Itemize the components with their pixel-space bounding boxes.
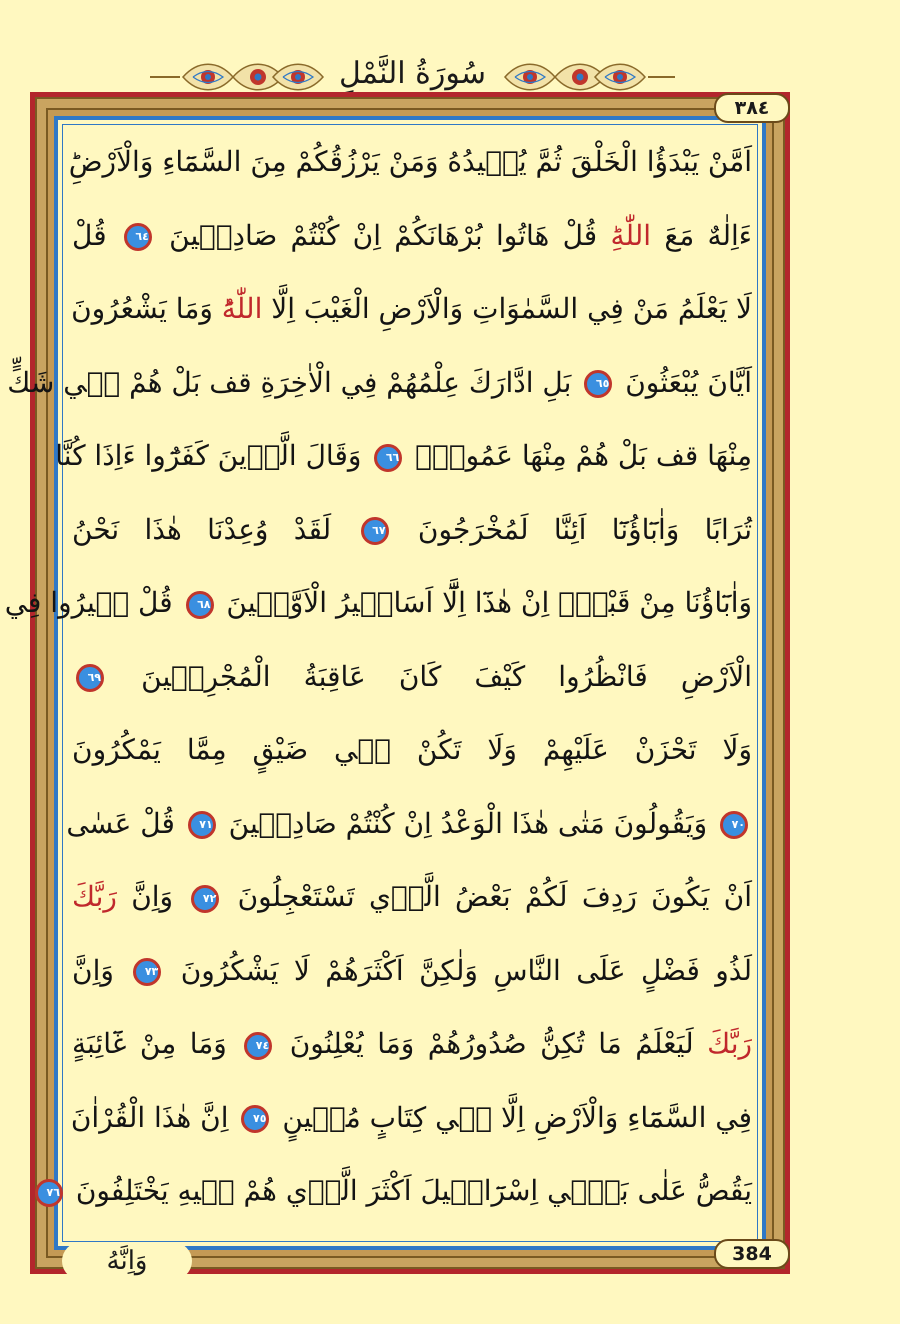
divine-name-text: اللّٰهِؕ	[610, 218, 652, 252]
verse-text: اَيَّانَ يُبْعَثُونَ	[616, 365, 752, 399]
verse-text: الْاَرْضِ فَانْظُرُوا كَيْفَ كَانَ عَاقِبَةُ الْمُجْرِمٖينَ	[108, 659, 752, 693]
verse-text: وَقَالَ الَّذٖينَ كَفَرُٓوا ءَاِذَا كُنَّا	[55, 439, 371, 472]
ayah-number-marker: ٦٨	[186, 591, 214, 619]
verse-text: لَقَدْ وُعِدْنَا هٰذَا نَحْنُ	[72, 512, 357, 546]
text-line	[4, 567, 752, 639]
ayah-number-marker: ٧٤	[244, 1032, 272, 1060]
text-line	[72, 1082, 752, 1154]
verse-text: تُرَابًا وَاٰبَٓاؤُنَٓا اَئِنَّا لَمُخْرَجُونَ	[392, 512, 752, 546]
verse-text: وَمَا مِنْ غَٓائِبَةٍ	[72, 1027, 241, 1060]
surah-title: سُورَةُ النَّمْلِ	[339, 56, 486, 91]
text-line	[72, 494, 752, 566]
text-line	[68, 126, 752, 198]
verse-text: وَمَا يَشْعُرُونَ	[71, 292, 222, 325]
ayah-number-marker: ٦٥	[584, 370, 612, 398]
verse-text: قُلْ	[72, 218, 120, 252]
text-line	[72, 935, 752, 1007]
verse-text: لَا يَعْلَمُ مَنْ فِي السَّمٰوَاتِ وَالْاَرْضِ الْغَيْبَ اِلَّا	[262, 292, 752, 325]
ayah-number-marker: ٧٢	[191, 885, 219, 913]
ayah-number-marker: ٦٧	[361, 517, 389, 545]
text-line	[72, 200, 752, 272]
verse-text: قُلْ هَاتُوا بُرْهَانَكُمْ اِنْ كُنْتُمْ صَادِقٖينَ	[155, 218, 611, 252]
quran-text-block	[4, 126, 753, 1236]
verse-text: اَنْ يَكُونَ رَدِفَ لَكُمْ بَعْضُ الَّذٖي تَسْتَعْجِلُونَ	[223, 880, 752, 913]
text-line	[72, 1008, 752, 1080]
verse-text: قُلْ عَسٰى	[66, 806, 184, 840]
text-line	[66, 788, 752, 860]
header-rule-right	[648, 76, 675, 78]
divine-name-text: رَبَّكَ	[72, 880, 117, 913]
text-line	[72, 861, 752, 933]
ayah-number-marker: ٧٦	[35, 1179, 63, 1207]
ayah-number-marker: ٦٦	[374, 444, 402, 472]
verse-text: وَلَا تَحْزَنْ عَلَيْهِمْ وَلَا تَكُنْ فٖي ضَيْقٍ مِمَّا يَمْكُرُونَ	[72, 733, 752, 766]
text-line	[46, 1155, 752, 1227]
divine-name-text: رَبَّكَ	[707, 1027, 753, 1060]
verse-text: مِنْهَا قف بَلْ هُمْ مِنْهَا عَمُونَ۟	[406, 439, 752, 472]
verse-text: وَاِنَّ	[72, 953, 130, 987]
ornament-left-icon	[178, 58, 328, 96]
verse-text: ءَاِلٰهٌ مَعَ	[651, 218, 752, 252]
verse-text: وَاِنَّ	[116, 880, 188, 913]
verse-text: لَيَعْلَمُ مَا تُكِنُّ صُدُورُهُمْ وَمَا يُعْلِنُونَ	[276, 1027, 708, 1060]
text-line	[55, 420, 752, 492]
ayah-number-marker: ٦٩	[76, 664, 104, 692]
ayah-number-marker: ٧١	[188, 811, 216, 839]
page-number-top: ٣٨٤	[714, 93, 790, 123]
text-line	[7, 347, 752, 419]
verse-text: يَقُصُّ عَلٰى بَنٖٓي اِسْرَٓائٖيلَ اَكْثَرَ الَّذٖي هُمْ فٖيهِ يَخْتَلِفُونَ	[66, 1174, 752, 1207]
text-line	[72, 714, 752, 786]
ayah-number-marker: ٧٥	[241, 1105, 269, 1133]
verse-text: لَذُو فَضْلٍ عَلَى النَّاسِ وَلٰكِنَّ اَكْثَرَهُمْ لَا يَشْكُرُونَ	[165, 953, 752, 987]
verse-text: فِي السَّمَٓاءِ وَالْاَرْضِ اِلَّا فٖي كِتَابٍ مُبٖينٍ	[273, 1100, 752, 1134]
divine-name-text: اللّٰهُؕ	[221, 292, 263, 325]
ayah-number-marker: ٧٠	[720, 811, 748, 839]
ornament-right-icon	[500, 58, 650, 96]
ayah-number-marker: ٧٣	[133, 958, 161, 986]
verse-text: اَمَّنْ يَبْدَؤُا الْخَلْقَ ثُمَّ يُعٖيدُهُ وَمَنْ يَرْزُقُكُمْ مِنَ السَّمَٓاءِ وَالْاَرْضِؕ	[68, 145, 752, 178]
page-number-bottom: 384	[714, 1239, 790, 1269]
verse-text: بَلِ ادَّارَكَ عِلْمُهُمْ فِي الْاٰخِرَةِ قف بَلْ هُمْ فٖي شَكٍّ	[7, 365, 581, 399]
verse-text: وَيَقُولُونَ مَتٰى هٰذَا الْوَعْدُ اِنْ كُنْتُمْ صَادِقٖينَ	[219, 806, 716, 840]
verse-text: وَاٰبَٓاؤُنَا مِنْ قَبْلُۙ اِنْ هٰذَٓا اِلَّٓا اَسَاطٖيرُ الْاَوَّلٖينَ	[217, 586, 752, 619]
text-line	[72, 641, 752, 713]
catchword: وَاِنَّهُ	[62, 1242, 192, 1280]
header-rule-left	[150, 76, 180, 78]
verse-text: قُلْ سٖيرُوا فِي	[4, 586, 182, 619]
text-line	[72, 273, 752, 345]
ayah-number-marker: ٦٤	[124, 223, 152, 251]
verse-text: اِنَّ هٰذَا الْقُرْاٰنَ	[70, 1100, 238, 1134]
